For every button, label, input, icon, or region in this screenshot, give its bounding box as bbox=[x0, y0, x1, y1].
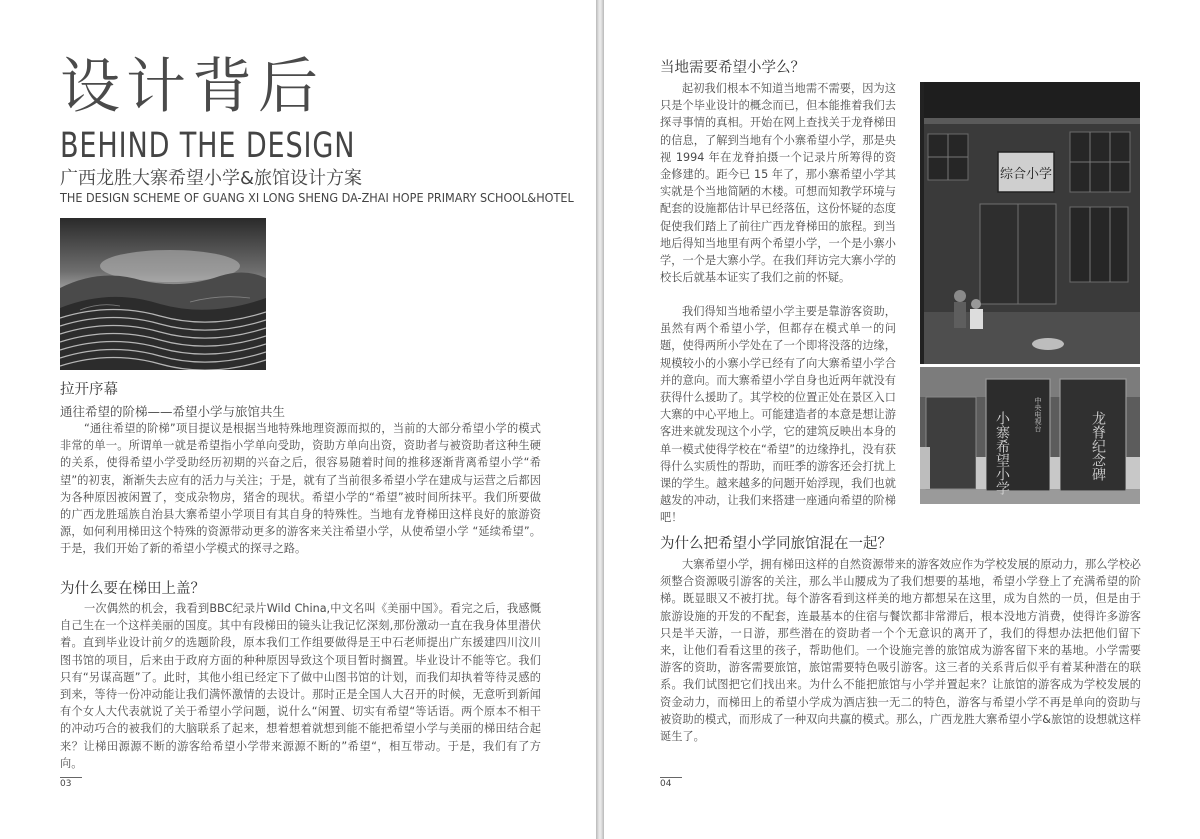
why-terrace-body: 一次偶然的机会，我看到BBC纪录片Wild China,中文名叫《美丽中国》。看完之后，我感慨自己生在一个这样美丽的国度。其中有段梯田的镜头让我记忆深刻,那份激动一直在我身体里潜伏着。直到毕业设计前夕的选题阶段，原本我们工作组要做得是王中石老师提出广东援建四川汶川图书馆的项目，后来由于政府方面的种种原因导致这个项目暂时搁置。毕业设计不能等它。我们只有“另谋高题”了。此时，其他小组已经定下了做中山图书馆的计划，而我们却执着等待灵感的到来，等待一份冲动能让我们满怀激情的去设计。那时正是全国人大召开的时候，无意听到新闻有个女人大代表就说了关于希望小学问题，说什么“闲置、切实有希望“等话语。两个原本不相干的冲动巧合的被我们的大脑联系了起来，想着想着就想到能不能把希望小学与美丽的梯田结合起来？让梯田源源不断的游客给希望小学带来源源不断的”希望“，相互带动。于是，我们有了方向。 bbox=[60, 602, 541, 770]
page-number-right: 04 bbox=[660, 777, 682, 789]
stele-right-text: 龙脊纪念碑 bbox=[1090, 411, 1106, 481]
stele-left-text: 小寨希望小学 bbox=[994, 411, 1010, 495]
section-subheading-ladder: 通往希望的阶梯——希望小学与旅馆共生 bbox=[60, 404, 286, 419]
left-page bbox=[0, 0, 596, 839]
rice-terrace-photo bbox=[60, 218, 266, 370]
project-subtitle-en: THE DESIGN SCHEME OF GUANG XI LONG SHENG DA-ZHAI HOPE PRIMARY SCHOOL&HOTEL bbox=[60, 190, 574, 205]
memorial-steles-photo bbox=[920, 367, 1140, 504]
right-page bbox=[604, 0, 1200, 839]
need-school-body-b: 我们得知当地希望小学主要是靠游客资助，虽然有两个希望小学，但都存在模式单一的问题，使得两所小学处在了一个即将没落的边缘，规模较小的小寨小学已经有了向大寨希望小学合并的意向。而大寨希望小学自身也近两年就没有获得什么援助了。其学校的位置正处在景区入口大寨的中心平地上。可能建造者的本意是想让游客进来就发现这个小学，它的建筑反映出本身的单一模式使得学校在“希望”的边缘挣扎，没有获得什么实质性的帮助，而旺季的游客还会打扰上课的学生。越来越多的问题开始浮现，我们也就越发的冲动，让我们来搭建一座通向希望的阶梯吧！ bbox=[660, 305, 896, 525]
stele-left-caption: 中央电视台 bbox=[1034, 397, 1042, 432]
section-heading-need-school: 当地需要希望小学么？ bbox=[660, 60, 805, 76]
project-subtitle-cn: 广西龙胜大寨希望小学&旅馆设计方案 bbox=[60, 168, 363, 189]
prologue-body: “通往希望的阶梯”项目提议是根据当地特殊地理资源而拟的，当前的大部分希望小学的模式非常的单一。所谓单一就是希望指小学单向受助，资助方单向出资，资助者与被资助者这种生硬的关系，使得希望小学受助经历初期的兴奋之后，很容易随着时间的推移逐渐背离希望小学“希望”的初衷，渐渐失去应有的活力与关注；于是，就有了当前很多希望小学在建成与运营之后都因为各种原因被闲置了，变成杂物房，猪舍的现状。希望小学的“希望”被时间所抹平。我们所要做的广西龙胜瑶族自治县大寨希望小学项目有其自身的特殊性。当地有龙脊梯田这样良好的旅游资源，如何利用梯田这个特殊的资源带动更多的游客来关注希望小学，从使希望小学 “延续希望”。于是，我们开始了新的希望小学模式的探寻之路。 bbox=[60, 422, 541, 556]
section-heading-why-terrace: 为什么要在梯田上盖？ bbox=[60, 581, 205, 597]
school-hotel-body: 大寨希望小学，拥有梯田这样的自然资源带来的游客效应作为学校发展的原动力，那么学校必须整合资源吸引游客的关注，那么半山腰成为了我们想要的基地，希望小学登上了充满希望的阶梯。既显眼又不被打扰。每个游客看到这样美的地方都想呆在这里，成为自然的一员，但是由于旅游设施的开发的不配套，连最基本的住宿与餐饮都非常滞后，根本没地方消费，使得许多游客只是半天游，一日游，那些潜在的资助者一个个无意识的离开了，我们的得想办法把他们留下来，让他们看看这里的孩子，帮助他们。一个设施完善的旅馆成为游客留下来的基地。小学需要游客的资助，游客需要旅馆，旅馆需要特色吸引游客。这三者的关系背后似乎有着某种潜在的联系。我们试图把它们找出来。为什么不能把旅馆与小学并置起来？让旅馆的游客成为学校发展的资金动力，而梯田上的希望小学成为酒店独一无二的特色，游客与希望小学不再是单向的资助与被资助的模式，而形成了一种双向共赢的模式。那么，广西龙胜大寨希望小学&旅馆的设想就这样诞生了。 bbox=[660, 558, 1141, 744]
section-heading-school-hotel: 为什么把希望小学同旅馆混在一起？ bbox=[660, 536, 892, 552]
school-sign-text: 综合小学 bbox=[999, 167, 1053, 182]
page-title-cn: 设计背后 bbox=[60, 52, 324, 122]
page-number-left: 03 bbox=[60, 777, 82, 789]
village-school-photo bbox=[920, 82, 1140, 364]
page-title-en: BEHIND THE DESIGN bbox=[60, 126, 356, 166]
need-school-body-a: 起初我们根本不知道当地需不需要，因为这只是个毕业设计的概念而已，但本能推着我们去探寻事情的真相。开始在网上查找关于龙脊梯田的信息，了解到当地有个小寨希望小学，那是央视 1994 年在龙脊拍摄一个记录片所筹得的资金修建的。距今已 15 年了，那小寨希望小学其实就是个当地简陋的木楼。可想而知教学环境与配套的设施都估计早已经落伍，这份怀疑的态度促使我们踏上了前往广西龙脊梯田的旅程。到当地后得知当地里有两个希望小学，一个是小寨小学，一个是大寨小学。在我们拜访完大寨小学的校长后就基本证实了我们之前的怀疑。 bbox=[660, 82, 896, 285]
section-heading-prologue: 拉开序幕 bbox=[60, 382, 118, 398]
book-gutter bbox=[596, 0, 604, 839]
